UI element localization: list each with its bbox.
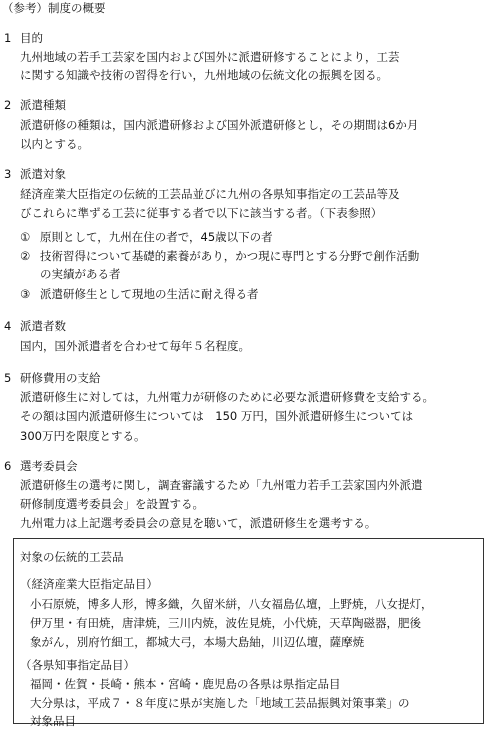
section-1-number: 1 xyxy=(4,31,12,45)
section-6-number: 6 xyxy=(4,459,12,473)
section-6-heading: 選考委員会 xyxy=(20,459,78,473)
list-item-1-mark: ① xyxy=(20,230,31,244)
list-item-3-text: 派遣研修生として現地の生活に耐え得る者 xyxy=(40,287,259,301)
crafts-group-1-line-1: 小石原焼，博多人形，博多織，久留米絣，八女福島仏壇，上野焼，八女提灯， xyxy=(30,597,433,611)
list-item-2-mark: ② xyxy=(20,249,31,263)
section-3-heading: 派遣対象 xyxy=(20,167,66,181)
section-2-number: 2 xyxy=(4,98,12,112)
section-6-text-2: 研修制度選考委員会」を設置する。 xyxy=(20,497,204,511)
list-item-2-text-1: 技術習得について基礎的素養があり，かつ現に専門とする分野で創作活動 xyxy=(40,249,420,263)
crafts-group-2-label: （各県知事指定品目） xyxy=(20,658,135,672)
section-3-text-1: 経済産業大臣指定の伝統的工芸品並びに九州の各県知事指定の工芸品等及 xyxy=(20,187,400,201)
crafts-group-2-line-2: 大分県は，平成７・８年度に県が実施した「地域工芸品振興対策事業」の xyxy=(30,696,410,710)
list-item-1-text: 原則として，九州在住の者で，45歳以下の者 xyxy=(40,230,273,244)
crafts-group-1-line-2: 伊万里・有田焼，唐津焼，三川内焼，波佐見焼，小代焼，天草陶磁器，肥後 xyxy=(30,616,421,630)
section-2-text-2: 以内とする。 xyxy=(20,137,89,151)
crafts-box-title: 対象の伝統的工芸品 xyxy=(20,550,124,564)
section-4-number: 4 xyxy=(4,319,12,333)
section-3-text-2: びこれらに準ずる工芸に従事する者で以下に該当する者。（下表参照） xyxy=(20,206,383,220)
doc-title: （参考）制度の概要 xyxy=(2,1,106,15)
section-5-text-2: その額は国内派遣研修生については 150 万円，国外派遣研修生については xyxy=(20,409,414,423)
crafts-group-1-label: （経済産業大臣指定品目） xyxy=(20,577,158,591)
section-5-text-1: 派遣研修生に対しては，九州電力が研修のために必要な派遣研修費を支給する。 xyxy=(20,390,434,404)
section-3-number: 3 xyxy=(4,167,12,181)
section-6-text-3: 九州電力は上記選考委員会の意見を聴いて，派遣研修生を選考する。 xyxy=(20,516,377,530)
section-2-heading: 派遣種類 xyxy=(20,98,66,112)
section-2-text-1: 派遣研修の種類は，国内派遣研修および国外派遣研修とし，その期間は6か月 xyxy=(20,118,419,132)
list-item-2-text-2: の実績がある者 xyxy=(40,267,121,281)
section-1-heading: 目的 xyxy=(20,31,43,45)
crafts-group-1-line-3: 象がん，別府竹細工，都城大弓，本場大島紬，川辺仏壇，薩摩焼 xyxy=(30,635,365,649)
section-1-text-2: に関する知識や技術の習得を行い，九州地域の伝統文化の振興を図る。 xyxy=(20,68,388,82)
section-4-text-1: 国内，国外派遣者を合わせて毎年５名程度。 xyxy=(20,339,250,353)
section-5-heading: 研修費用の支給 xyxy=(20,371,101,385)
list-item-3-mark: ③ xyxy=(20,287,31,301)
section-5-number: 5 xyxy=(4,371,12,385)
section-6-text-1: 派遣研修生の選考に関し，調査審議するため「九州電力若手工芸家国内外派遣 xyxy=(20,478,423,492)
crafts-group-2-line-3: 対象品目 xyxy=(30,714,76,728)
crafts-group-2-line-1: 福岡・佐賀・長崎・熊本・宮崎・鹿児島の各県は県指定品目 xyxy=(30,677,341,691)
section-1-text-1: 九州地域の若手工芸家を国内および国外に派遣研修することにより，工芸 xyxy=(20,50,400,64)
section-5-text-3: 300万円を限度とする。 xyxy=(20,429,146,443)
section-4-heading: 派遣者数 xyxy=(20,319,66,333)
